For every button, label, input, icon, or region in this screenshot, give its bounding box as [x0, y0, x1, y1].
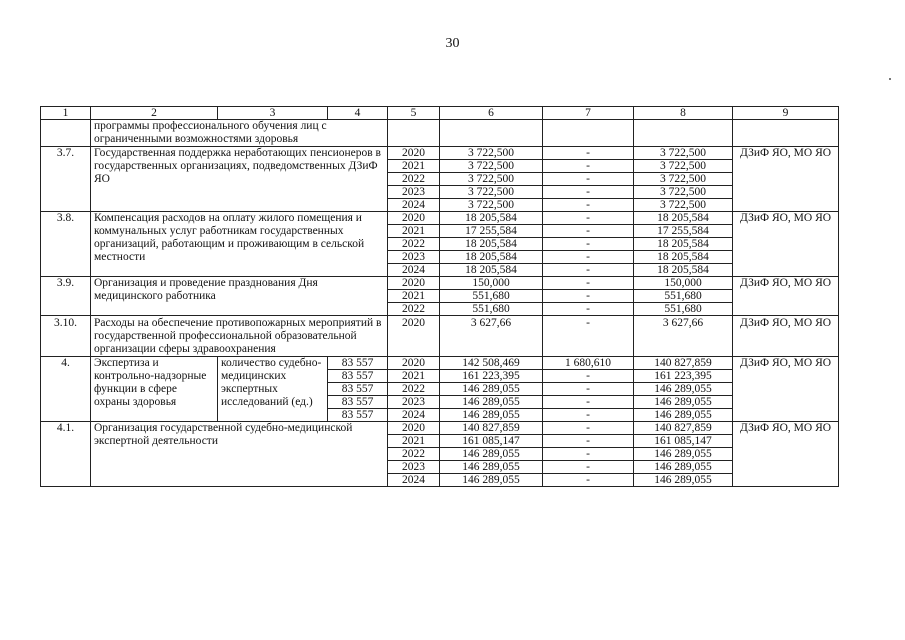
regional-cell: 146 289,055: [634, 461, 733, 474]
regional-cell: 146 289,055: [634, 383, 733, 396]
year-cell: 2022: [388, 383, 440, 396]
num-cell: [41, 120, 91, 147]
table-row: [41, 212, 839, 225]
header-cell: 1: [41, 107, 91, 120]
year-cell: 2023: [388, 186, 440, 199]
federal-cell: -: [543, 409, 634, 422]
total-cell: 18 205,584: [440, 212, 543, 225]
federal-cell: -: [543, 383, 634, 396]
header-cell: 4: [328, 107, 388, 120]
year-cell: 2024: [388, 409, 440, 422]
executor-cell: ДЗиФ ЯО, МО ЯО: [733, 277, 839, 316]
federal-cell: -: [543, 370, 634, 383]
federal-cell: -: [543, 160, 634, 173]
year-cell: 2020: [388, 422, 440, 435]
total-cell: 3 722,500: [440, 186, 543, 199]
federal-cell: -: [543, 448, 634, 461]
federal-cell: -: [543, 422, 634, 435]
total-cell: 146 289,055: [440, 448, 543, 461]
regional-cell: 3 627,66: [634, 316, 733, 357]
total-cell: 3 722,500: [440, 160, 543, 173]
total-cell: 551,680: [440, 290, 543, 303]
year-cell: 2024: [388, 264, 440, 277]
regional-cell: 146 289,055: [634, 396, 733, 409]
indicator-value: 83 557: [328, 396, 388, 409]
federal-cell: -: [543, 199, 634, 212]
federal-cell: -: [543, 238, 634, 251]
federal-cell: -: [543, 225, 634, 238]
section-number: 4.: [41, 357, 91, 422]
regional-cell: 3 722,500: [634, 160, 733, 173]
regional-cell: 3 722,500: [634, 147, 733, 160]
year-cell: 2021: [388, 290, 440, 303]
year-cell: 2021: [388, 370, 440, 383]
header-cell: 5: [388, 107, 440, 120]
regional-cell: 17 255,584: [634, 225, 733, 238]
header-cell: 9: [733, 107, 839, 120]
indicator-text: количество судебно-медицинских экспертных исследований (ед.): [218, 357, 328, 422]
year-cell: 2020: [388, 316, 440, 357]
year-cell: 2022: [388, 238, 440, 251]
federal-cell: 1 680,610: [543, 357, 634, 370]
total-cell: 146 289,055: [440, 461, 543, 474]
task-text: Организация и проведение празднования Дня медицинского работника: [91, 277, 388, 316]
regional-cell: 161 085,147: [634, 435, 733, 448]
federal-cell: -: [543, 461, 634, 474]
year-cell: 2021: [388, 225, 440, 238]
regional-cell: 150,000: [634, 277, 733, 290]
scan-dot: [889, 78, 891, 80]
year-cell: 2023: [388, 461, 440, 474]
federal-cell: -: [543, 212, 634, 225]
year-cell: 2024: [388, 199, 440, 212]
year-cell: 2022: [388, 173, 440, 186]
regional-cell: 551,680: [634, 303, 733, 316]
year-cell: 2020: [388, 277, 440, 290]
federal-cell: -: [543, 303, 634, 316]
total-cell: 3 627,66: [440, 316, 543, 357]
table-row: [41, 422, 839, 435]
total-cell: 142 508,469: [440, 357, 543, 370]
header-cell: 7: [543, 107, 634, 120]
total-cell: 146 289,055: [440, 396, 543, 409]
intro-row: [41, 120, 839, 147]
total-cell: 3 722,500: [440, 147, 543, 160]
regional-cell: 3 722,500: [634, 186, 733, 199]
header-cell: 3: [218, 107, 328, 120]
total-cell: 140 827,859: [440, 422, 543, 435]
regional-cell: 3 722,500: [634, 199, 733, 212]
federal-cell: -: [543, 277, 634, 290]
total-cell: 17 255,584: [440, 225, 543, 238]
task-text: Организация государственной судебно-медицинской экспертной деятельности: [91, 422, 388, 487]
federal-cell: -: [543, 186, 634, 199]
year-cell: 2023: [388, 396, 440, 409]
total-cell: 18 205,584: [440, 238, 543, 251]
federal-cell: -: [543, 251, 634, 264]
regional-cell: 551,680: [634, 290, 733, 303]
total-cell: 3 722,500: [440, 199, 543, 212]
table-row: [41, 357, 839, 370]
executor-cell: ДЗиФ ЯО, МО ЯО: [733, 147, 839, 212]
year-cell: 2024: [388, 474, 440, 487]
indicator-value: 83 557: [328, 383, 388, 396]
total-cell: 18 205,584: [440, 264, 543, 277]
year-cell: 2023: [388, 251, 440, 264]
federal-cell: -: [543, 173, 634, 186]
task-text: Компенсация расходов на оплату жилого помещения и коммунальных услуг работникам государственных организаций, работающим и проживающим в сельской местности: [91, 212, 388, 277]
total-cell: 161 085,147: [440, 435, 543, 448]
section-number: 3.10.: [41, 316, 91, 357]
year-cell: 2022: [388, 448, 440, 461]
table-row: [41, 316, 839, 357]
year-cell: 2021: [388, 435, 440, 448]
total-cell: 3 722,500: [440, 173, 543, 186]
table-row: [41, 277, 839, 290]
federal-cell: -: [543, 435, 634, 448]
executor-cell: ДЗиФ ЯО, МО ЯО: [733, 357, 839, 422]
section-number: 3.9.: [41, 277, 91, 316]
regional-cell: 18 205,584: [634, 264, 733, 277]
federal-cell: -: [543, 474, 634, 487]
executor-cell: ДЗиФ ЯО, МО ЯО: [733, 422, 839, 487]
regional-cell: 18 205,584: [634, 212, 733, 225]
executor-cell: ДЗиФ ЯО, МО ЯО: [733, 316, 839, 357]
task-text: Экспертиза и контрольно-надзорные функции в сфере охраны здоровья: [91, 357, 218, 422]
total-cell: 146 289,055: [440, 409, 543, 422]
total-cell: 161 223,395: [440, 370, 543, 383]
regional-cell: 140 827,859: [634, 357, 733, 370]
task-text: Государственная поддержка неработающих пенсионеров в государственных организациях, подведомственных ДЗиФ ЯО: [91, 147, 388, 212]
regional-cell: 146 289,055: [634, 474, 733, 487]
regional-cell: 146 289,055: [634, 448, 733, 461]
federal-cell: -: [543, 396, 634, 409]
total-cell: 18 205,584: [440, 251, 543, 264]
regional-cell: 140 827,859: [634, 422, 733, 435]
indicator-value: 83 557: [328, 370, 388, 383]
section-number: 4.1.: [41, 422, 91, 487]
regional-cell: 18 205,584: [634, 251, 733, 264]
section-number: 3.7.: [41, 147, 91, 212]
year-cell: 2021: [388, 160, 440, 173]
total-cell: 146 289,055: [440, 474, 543, 487]
year-cell: 2020: [388, 357, 440, 370]
regional-cell: 161 223,395: [634, 370, 733, 383]
regional-cell: 18 205,584: [634, 238, 733, 251]
total-cell: 551,680: [440, 303, 543, 316]
total-cell: 150,000: [440, 277, 543, 290]
year-cell: 2020: [388, 147, 440, 160]
header-cell: 6: [440, 107, 543, 120]
total-cell: 146 289,055: [440, 383, 543, 396]
header-cell: 8: [634, 107, 733, 120]
executor-cell: ДЗиФ ЯО, МО ЯО: [733, 212, 839, 277]
regional-cell: 146 289,055: [634, 409, 733, 422]
program-table: [40, 106, 839, 487]
task-text: программы профессионального обучения лиц с ограниченными возможностями здоровья: [91, 120, 388, 147]
indicator-value: 83 557: [328, 409, 388, 422]
year-cell: 2022: [388, 303, 440, 316]
table-row: [41, 147, 839, 160]
task-text: Расходы на обеспечение противопожарных мероприятий в государственной профессиональной образовательной организации сферы здравоохранения: [91, 316, 388, 357]
header-cell: 2: [91, 107, 218, 120]
regional-cell: 3 722,500: [634, 173, 733, 186]
year-cell: 2020: [388, 212, 440, 225]
indicator-value: 83 557: [328, 357, 388, 370]
section-number: 3.8.: [41, 212, 91, 277]
page-number: 30: [445, 36, 460, 51]
federal-cell: -: [543, 290, 634, 303]
header-row: [41, 107, 839, 120]
federal-cell: -: [543, 316, 634, 357]
federal-cell: -: [543, 147, 634, 160]
federal-cell: -: [543, 264, 634, 277]
